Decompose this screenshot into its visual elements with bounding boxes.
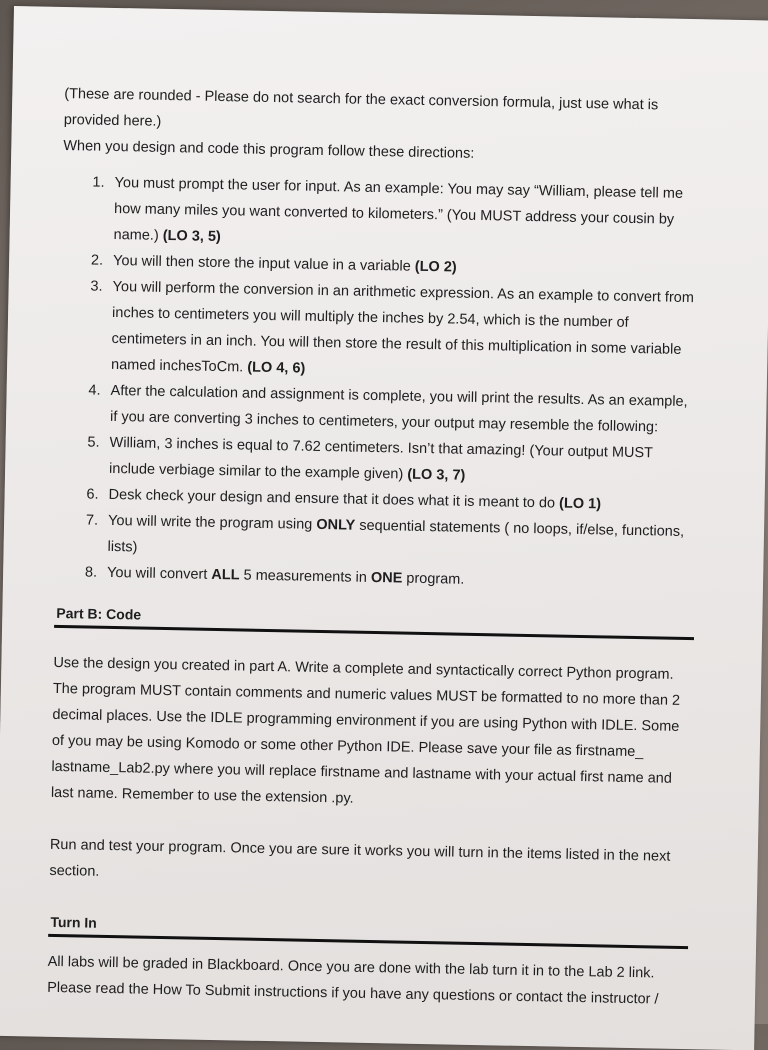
list-item: 3. You will perform the conversion in an arithmetic expression. As an example to convert from inches to centimeters you will multiply the inches by 2.54, which is the number of centimeters in an inch. You will then store the result of this multiplication in some variable named inchesToCm. (LO 4, 6) bbox=[105, 274, 701, 389]
directions-list bbox=[55, 169, 703, 597]
turn-in-instructions: All labs will be graded in Blackboard. Once you are done with the lab turn it in to the Lab 2 link. Please read the How To Submit instructions if you have any questions or contact the instructor / bbox=[47, 953, 659, 1008]
part-b-instructions: Use the design you created in part A. Write a complete and syntactically correct Python program. The program MUST contain comments and numeric values MUST be formatted to no more than 2 decimal places. Use the IDLE programming environment if you are using Python with IDLE. Some of you may be using Komodo or some other Python IDE. Please save your file as firstname_ lastname_Lab2.py where you will replace firstname and lastname with your actual first name and last name. Remember to use the extension .py. bbox=[50, 654, 681, 807]
paper-sheet bbox=[0, 6, 768, 1050]
list-item: 2. You will then store the input value in a variable (LO 2) bbox=[107, 248, 701, 285]
turn-in-heading: Turn In bbox=[48, 912, 688, 949]
list-item: 5. William, 3 inches is equal to 7.62 centimeters. Isn’t that amazing! (Your output MUST include verbiage similar to the example given) (LO 3, 7) bbox=[103, 430, 698, 493]
part-b-heading: Part B: Code bbox=[54, 603, 694, 640]
list-item: 1. You must prompt the user for input. As an example: You may say “William, please tell me how many miles you want converted to kilometers.” (You MUST address your cousin by name.) (LO 3, 5) bbox=[107, 170, 702, 259]
list-item: 4. After the calculation and assignment is complete, you will print the results. As an example, if you are converting 3 inches to centimeters, your output may resemble the following: bbox=[104, 378, 699, 441]
document-body bbox=[47, 81, 705, 1013]
intro-directions: When you design and code this program follow these directions: bbox=[63, 137, 475, 162]
list-item: 8. You will convert ALL 5 measurements in ONE program. bbox=[101, 560, 695, 597]
list-item: 7. You will write the program using ONLY sequential statements ( no loops, if/else, functions, lists) bbox=[101, 508, 696, 571]
part-b-run-test: Run and test your program. Once you are sure it works you will turn in the items listed in the next section. bbox=[49, 836, 671, 880]
intro-rounded-note: (These are rounded - Please do not search for the exact conversion formula, just use what is provided here.) bbox=[63, 85, 659, 130]
list-item: 6. Desk check your design and ensure that it does what it is meant to do (LO 1) bbox=[102, 482, 696, 519]
